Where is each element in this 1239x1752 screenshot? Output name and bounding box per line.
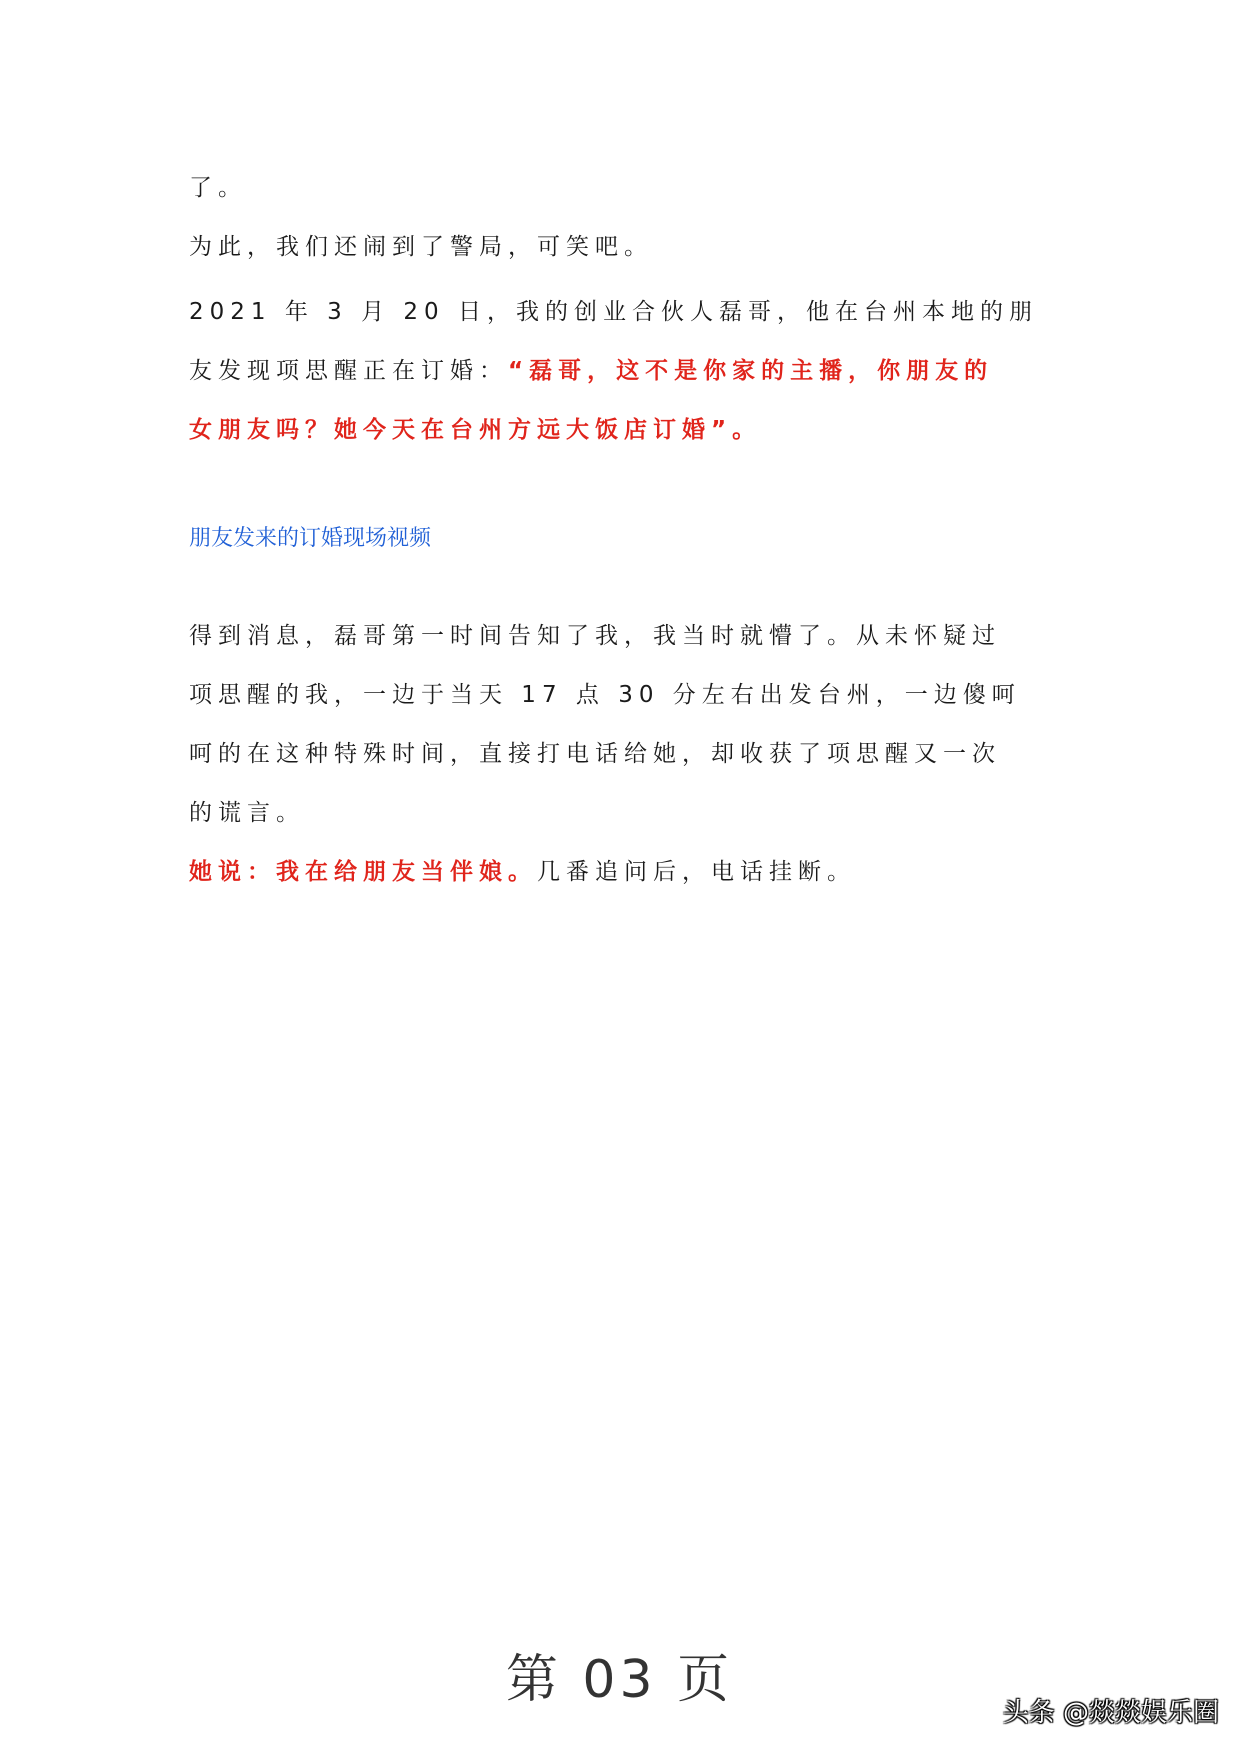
paragraph-line (189, 856, 856, 888)
paragraph-text: 友发现项思醒正在订婚： (189, 358, 508, 384)
paragraph-line: 的谎言。 (189, 800, 305, 826)
paragraph-line: 呵的在这种特殊时间，直接打电话给她，却收获了项思醒又一次 (189, 741, 1001, 767)
paragraph-line: 了。 (189, 175, 247, 201)
paragraph-line (189, 355, 993, 387)
highlighted-quote: 女朋友吗？她今天在台州方远大饭店订婚”。 (189, 417, 762, 443)
video-caption: 朋友发来的订婚现场视频 (189, 526, 432, 551)
watermark: 头条 @燚燚娱乐圈 (1002, 1698, 1219, 1728)
paragraph-line: 项思醒的我，一边于当天 17 点 30 分左右出发台州，一边傻呵 (189, 682, 1021, 708)
paragraph-line: 2021 年 3 月 20 日，我的创业合伙人磊哥，他在台州本地的朋 (189, 299, 1038, 325)
paragraph-line: 为此，我们还闹到了警局，可笑吧。 (189, 234, 653, 260)
paragraph-text: 几番追问后，电话挂断。 (537, 859, 856, 885)
paragraph-line: 得到消息，磊哥第一时间告知了我，我当时就懵了。从未怀疑过 (189, 623, 1001, 649)
page-number: 第 03 页 (505, 1650, 734, 1710)
highlighted-quote: “磊哥，这不是你家的主播，你朋友的 (508, 358, 994, 384)
highlighted-quote: 她说：我在给朋友当伴娘。 (189, 859, 537, 885)
